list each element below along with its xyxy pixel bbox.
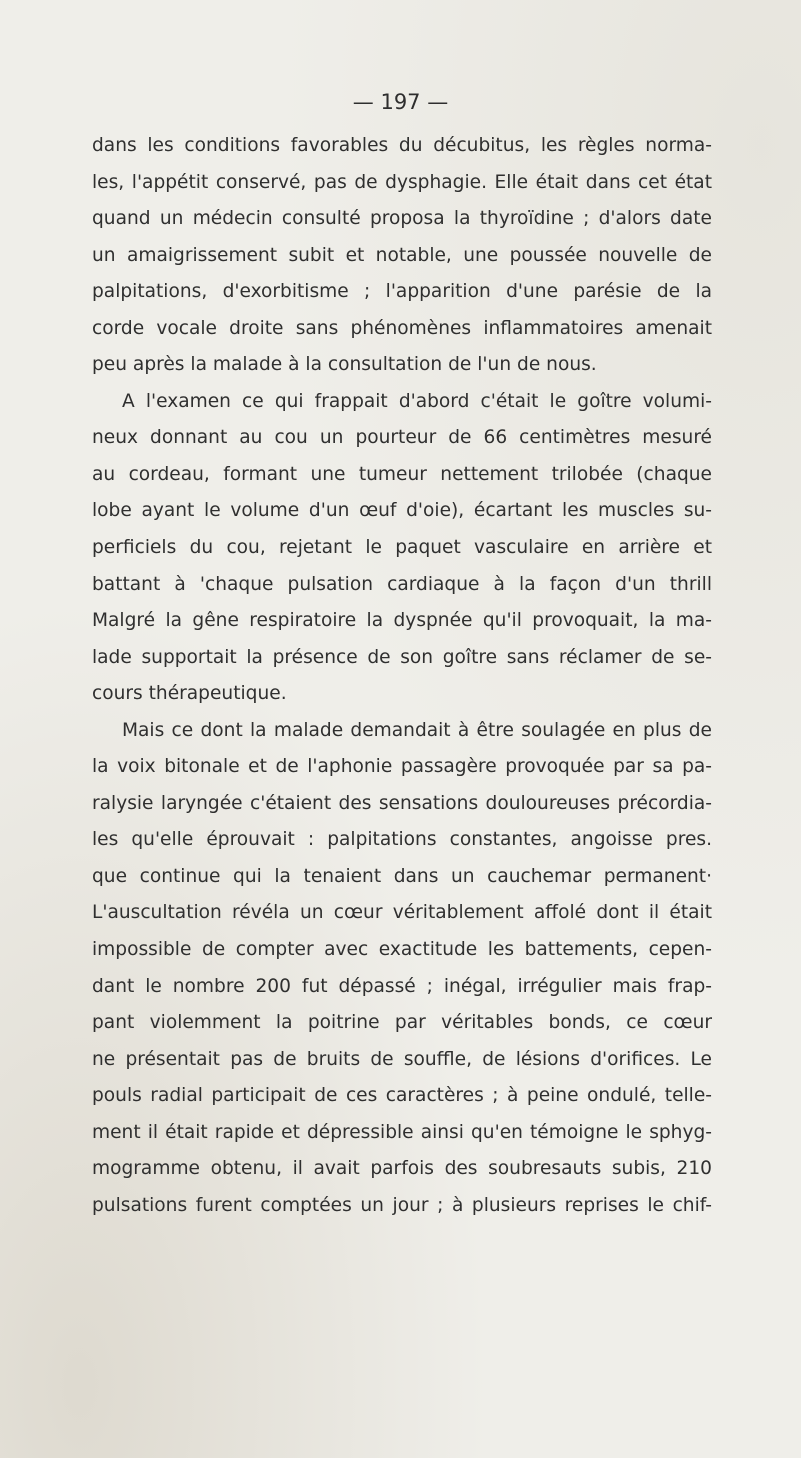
text-line: battant à 'chaque pulsation cardiaque à la façon d'un thrill (92, 573, 712, 595)
body-text (92, 128, 712, 1224)
text-line: pouls radial participait de ces caractères ; à peine ondulé, telle- (92, 1085, 712, 1107)
text-line: ralysie laryngée c'étaient des sensations douloureuses précordia- (92, 792, 712, 814)
text-line: mogramme obtenu, il avait parfois des soubresauts subis, 210 (92, 1158, 712, 1180)
text-line: cours thérapeutique. (92, 683, 287, 705)
text-line: Mais ce dont la malade demandait à être soulagée en plus de (122, 719, 712, 741)
text-line: au cordeau, formant une tumeur nettement trilobée (chaque (92, 463, 712, 485)
text-line: L'auscultation révéla un cœur véritablement affolé dont il était (92, 902, 712, 924)
text-line: peu après la malade à la consultation de l'un de nous. (92, 354, 597, 376)
text-line: pant violemment la poitrine par véritables bonds, ce cœur (92, 1012, 712, 1034)
text-line: palpitations, d'exorbitisme ; l'apparition d'une parésie de la (92, 281, 712, 303)
text-line: quand un médecin consulté proposa la thyroïdine ; d'alors date (92, 208, 712, 230)
text-line: lade supportait la présence de son goître sans réclamer de se- (92, 646, 712, 668)
text-line: perficiels du cou, rejetant le paquet vasculaire en arrière et (92, 537, 712, 559)
text-line: A l'examen ce qui frappait d'abord c'était le goître volumi- (122, 390, 712, 412)
text-line: les, l'appétit conservé, pas de dysphagie. Elle était dans cet état (92, 171, 712, 193)
page-number: — 197 — (352, 90, 449, 114)
text-line: dans les conditions favorables du décubitus, les règles norma- (92, 135, 712, 156)
text-line: que continue qui la tenaient dans un cauchemar permanent· (92, 865, 712, 887)
text-line: impossible de compter avec exactitude les battements, cepen- (92, 939, 712, 961)
text-line: la voix bitonale et de l'aphonie passagère provoquée par sa pa- (92, 756, 712, 778)
text-line: Malgré la gêne respiratoire la dyspnée qu'il provoquait, la ma- (92, 610, 712, 632)
text-line: corde vocale droite sans phénomènes inflammatoires amenait (92, 317, 712, 339)
text-line: un amaigrissement subit et notable, une poussée nouvelle de (92, 244, 712, 266)
text-line: les qu'elle éprouvait : palpitations constantes, angoisse pres. (92, 829, 712, 851)
text-line: pulsations furent comptées un jour ; à plusieurs reprises le chif- (92, 1194, 712, 1216)
text-line: dant le nombre 200 fut dépassé ; inégal, irrégulier mais frap- (92, 975, 712, 997)
text-line: lobe ayant le volume d'un œuf d'oie), écartant les muscles su- (92, 500, 712, 522)
text-line: neux donnant au cou un pourteur de 66 centimètres mesuré (92, 427, 712, 449)
text-line: ne présentait pas de bruits de souffle, de lésions d'orifices. Le (92, 1048, 712, 1070)
text-line: ment il était rapide et dépressible ainsi qu'en témoigne le sphyg- (92, 1121, 712, 1143)
